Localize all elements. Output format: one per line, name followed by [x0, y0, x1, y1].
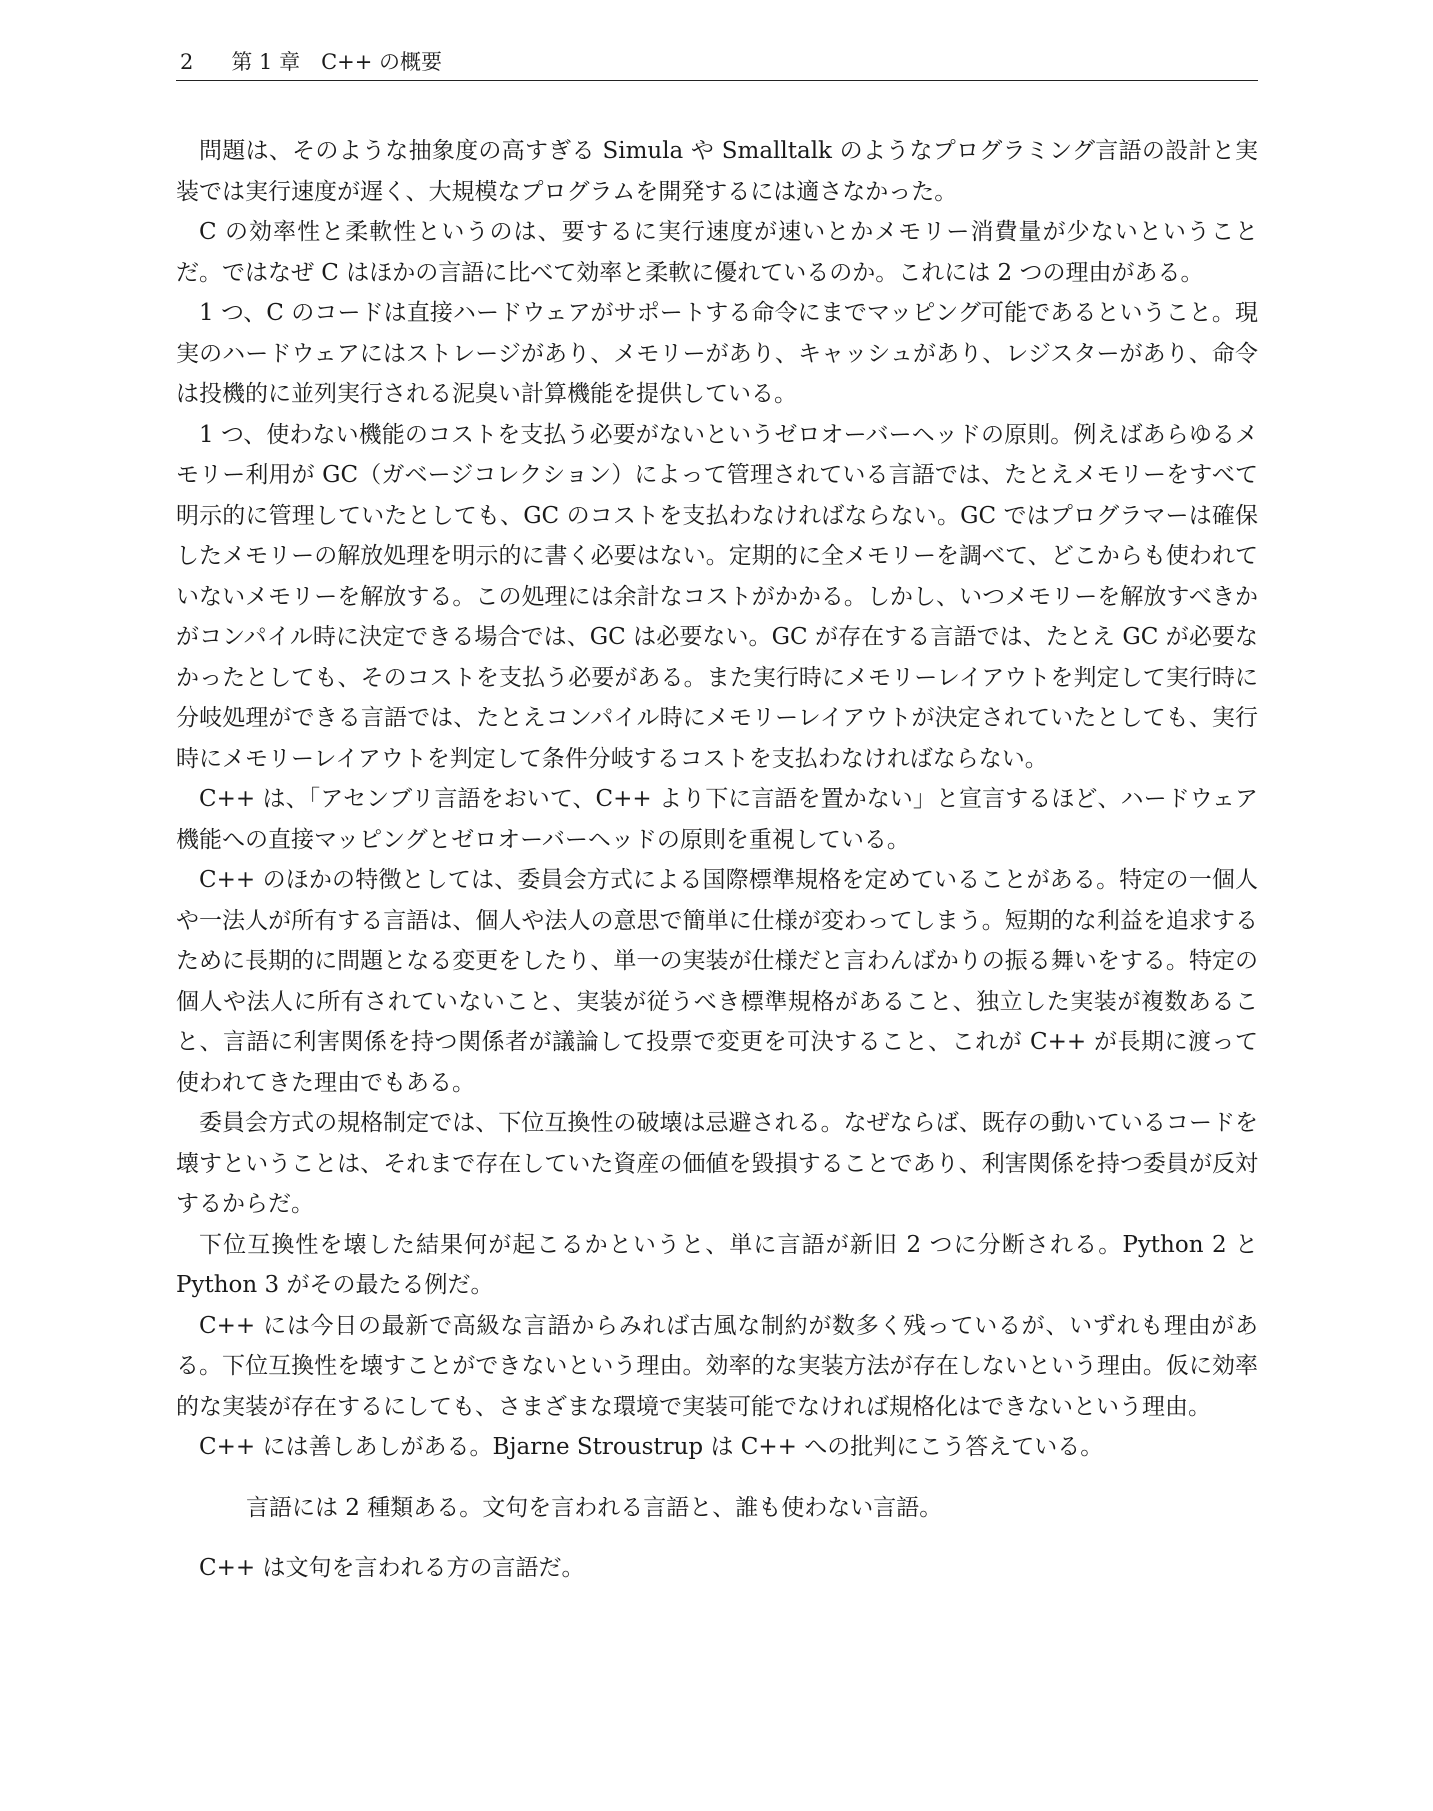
paragraph: C++ には善しあしがある。Bjarne Stroustrup は C++ への批判にこう答えている。	[199, 1434, 1104, 1460]
block-quote	[176, 1488, 1258, 1529]
closing-paragraph: C++ は文句を言われる方の言語だ。	[199, 1555, 585, 1581]
paragraph: 下位互換性を壊した結果何が起こるかというと、単に言語が新旧 2 つに分断される。Python 2 と Python 3 がその最たる例だ。	[176, 1231, 1258, 1298]
quote-text: 言語には 2 種類ある。文句を言われる言語と、誰も使わない言語。	[246, 1494, 943, 1521]
paragraph: C++ は、「アセンブリ言語をおいて、C++ より下に言語を置かない」と宣言するほど、ハードウェア機能への直接マッピングとゼロオーバーヘッドの原則を重視している。	[176, 786, 1258, 853]
document-page	[176, 48, 1258, 1589]
paragraph: 1 つ、使わない機能のコストを支払う必要がないというゼロオーバーヘッドの原則。例えばあらゆるメモリー利用が GC（ガベージコレクション）によって管理されている言語では、たとえメモリーをすべて明示的に管理していたとしても、GC のコストを支払わなければならない。GC ではプログラマーは確保したメモリーの解放処理を明示的に書く必要はない。定期的に全メモリーを調べて、どこからも使われていないメモリーを解放する。この処理には余計なコストがかかる。しかし、いつメモリーを解放すべきかがコンパイル時に決定できる場合では、GC は必要ない。GC が存在する言語では、たとえ GC が必要なかったとしても、そのコストを支払う必要がある。また実行時にメモリーレイアウトを判定して実行時に分岐処理ができる言語では、たとえコンパイル時にメモリーレイアウトが決定されていたとしても、実行時にメモリーレイアウトを判定して条件分岐するコストを支払わなければならない。	[176, 421, 1258, 772]
paragraph: C++ には今日の最新で高級な言語からみれば古風な制約が数多く残っているが、いずれも理由がある。下位互換性を壊すことができないという理由。効率的な実装方法が存在しないという理由。仮に効率的な実装が存在するにしても、さまざまな環境で実装可能でなければ規格化はできないという理由。	[176, 1312, 1258, 1420]
paragraph: 1 つ、C のコードは直接ハードウェアがサポートする命令にまでマッピング可能であるということ。現実のハードウェアにはストレージがあり、メモリーがあり、キャッシュがあり、レジスターがあり、命令は投機的に並列実行される泥臭い計算機能を提供している。	[176, 300, 1258, 407]
body-text	[176, 131, 1258, 1589]
running-header	[176, 48, 1258, 81]
chapter-title: 第 1 章 C++ の概要	[231, 50, 443, 74]
paragraph: C の効率性と柔軟性というのは、要するに実行速度が速いとかメモリー消費量が少ないということだ。ではなぜ C はほかの言語に比べて効率と柔軟に優れているのか。これには 2 つの理由がある。	[176, 219, 1258, 286]
page-number: 2	[180, 50, 194, 74]
paragraph: 委員会方式の規格制定では、下位互換性の破壊は忌避される。なぜならば、既存の動いているコードを壊すということは、それまで存在していた資産の価値を毀損することであり、利害関係を持つ委員が反対するからだ。	[176, 1110, 1258, 1217]
paragraph: 問題は、そのような抽象度の高すぎる Simula や Smalltalk のようなプログラミング言語の設計と実装では実行速度が遅く、大規模なプログラムを開発するには適さなかった。	[176, 138, 1258, 205]
paragraph: C++ のほかの特徴としては、委員会方式による国際標準規格を定めていることがある。特定の一個人や一法人が所有する言語は、個人や法人の意思で簡単に仕様が変わってしまう。短期的な利益を追求するために長期的に問題となる変更をしたり、単一の実装が仕様だと言わんばかりの振る舞いをする。特定の個人や法人に所有されていないこと、実装が従うべき標準規格があること、独立した実装が複数あること、言語に利害関係を持つ関係者が議論して投票で変更を可決すること、これが C++ が長期に渡って使われてきた理由でもある。	[176, 867, 1258, 1096]
